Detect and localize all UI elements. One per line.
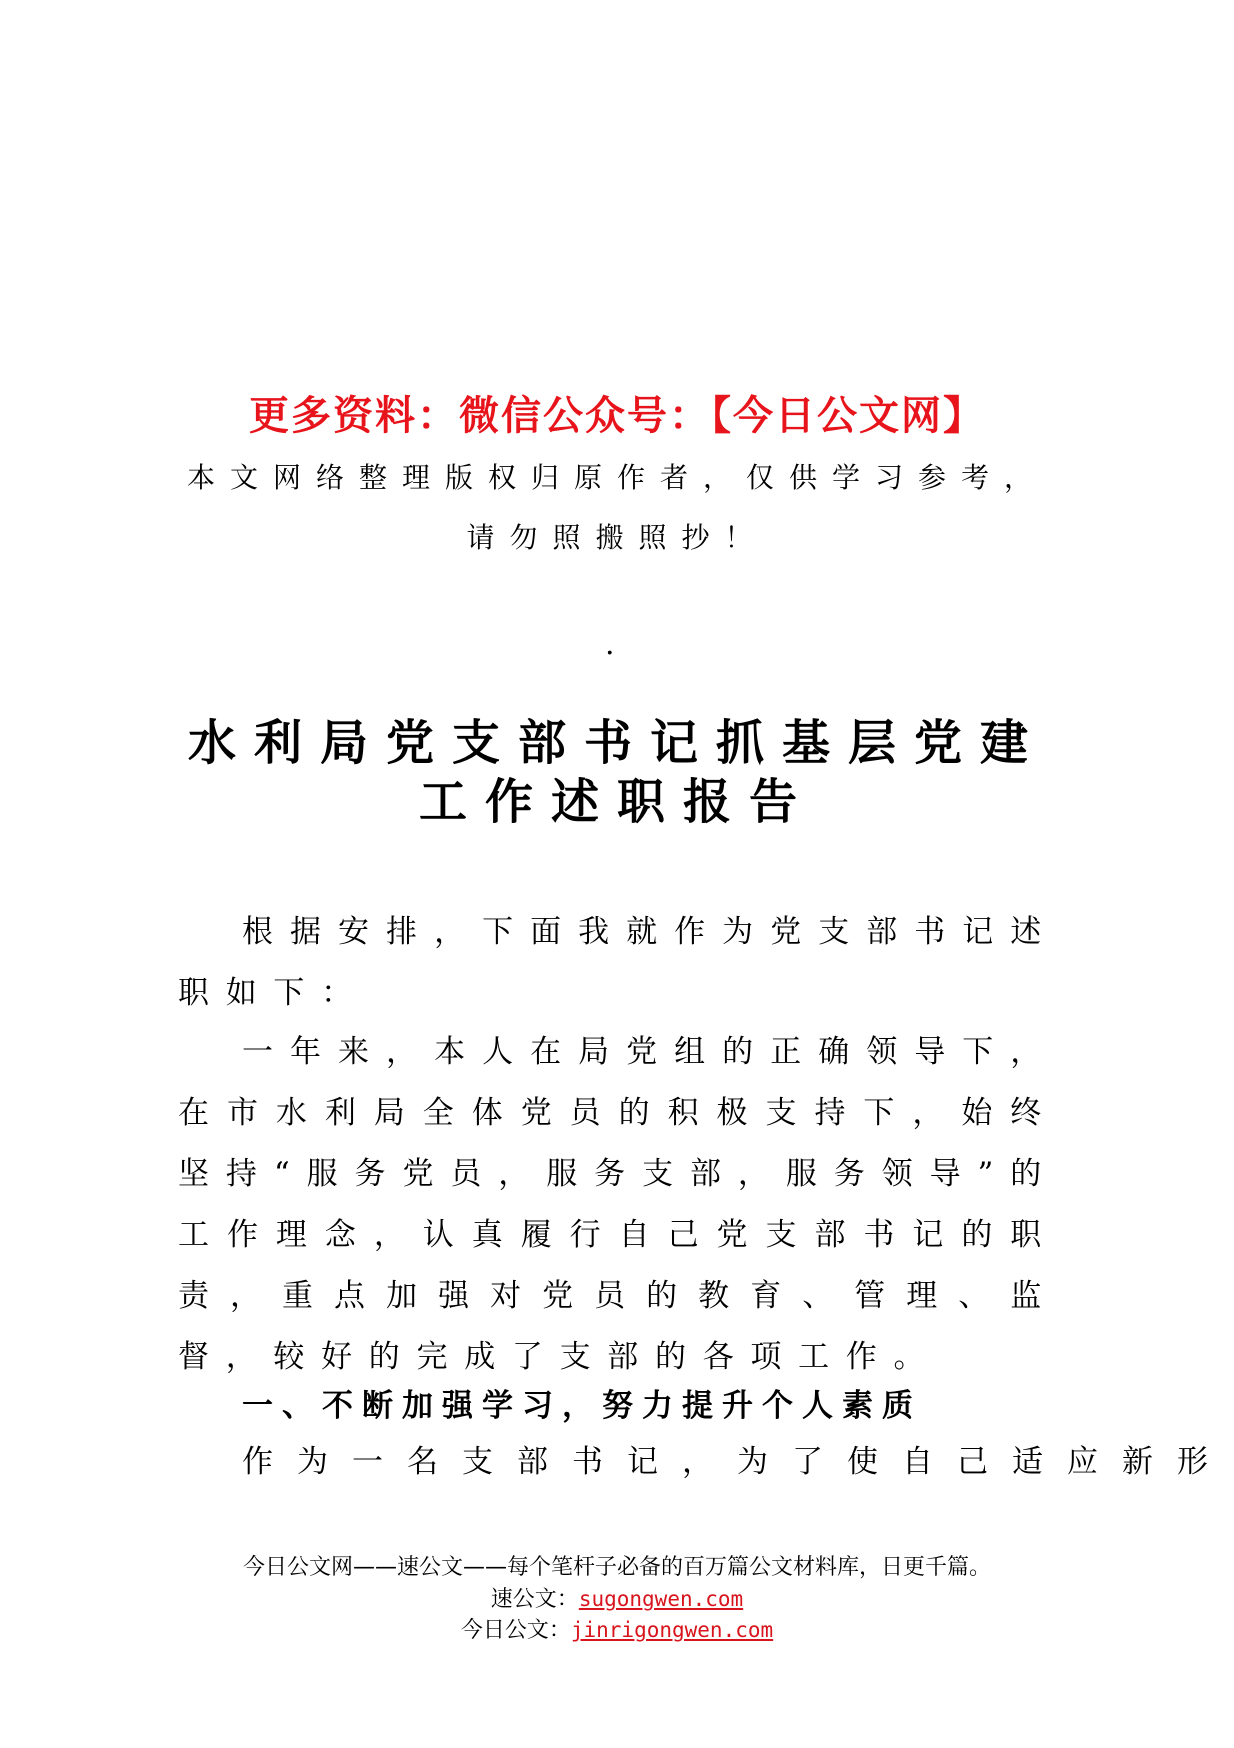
footer-site1	[0, 1584, 1234, 1615]
footer-site1-link[interactable]: sugongwen.com	[578, 1587, 744, 1611]
footer-site1-label: 速公文：	[490, 1587, 579, 1612]
footer-site2	[0, 1615, 1234, 1646]
footer-tagline: 今日公文网——速公文——每个笔杆子必备的百万篇公文材料库，日更千篇。	[242, 1555, 991, 1580]
paragraph-summary: 一年来，本人在局党组的正确领导下，在市水利局全体党员的积极支持下，始终坚持“服务党员，服务支部，服务领导”的工作理念，认真履行自己党支部书记的职责，重点加强对党员的教育、管理、监督，较好的完成了支部的各项工作。	[178, 1034, 1058, 1375]
separator-dot: .	[605, 627, 615, 662]
paragraph-intro: 根据安排，下面我就作为党支部书记述职如下：	[178, 914, 1058, 1011]
section-heading-1: 一、不断加强学习，努力提升个人素质	[242, 1388, 922, 1424]
footer-site2-label: 今日公文：	[460, 1618, 571, 1643]
copyright-note-line1: 本文网络整理版权归原作者，仅供学习参考，	[186, 461, 1047, 494]
document-title-line1: 水利局党支部书记抓基层党建	[187, 715, 1046, 771]
promo-banner: 更多资料：微信公众号：【今日公文网】	[249, 393, 985, 439]
copyright-note-line2: 请勿照搬照抄！	[466, 521, 768, 554]
footer-site2-link[interactable]: jinrigongwen.com	[570, 1618, 774, 1642]
document-title-line2: 工作述职报告	[418, 774, 815, 830]
paragraph-section1-start: 作为一名支部书记，为了使自己适应新形	[242, 1444, 1232, 1480]
